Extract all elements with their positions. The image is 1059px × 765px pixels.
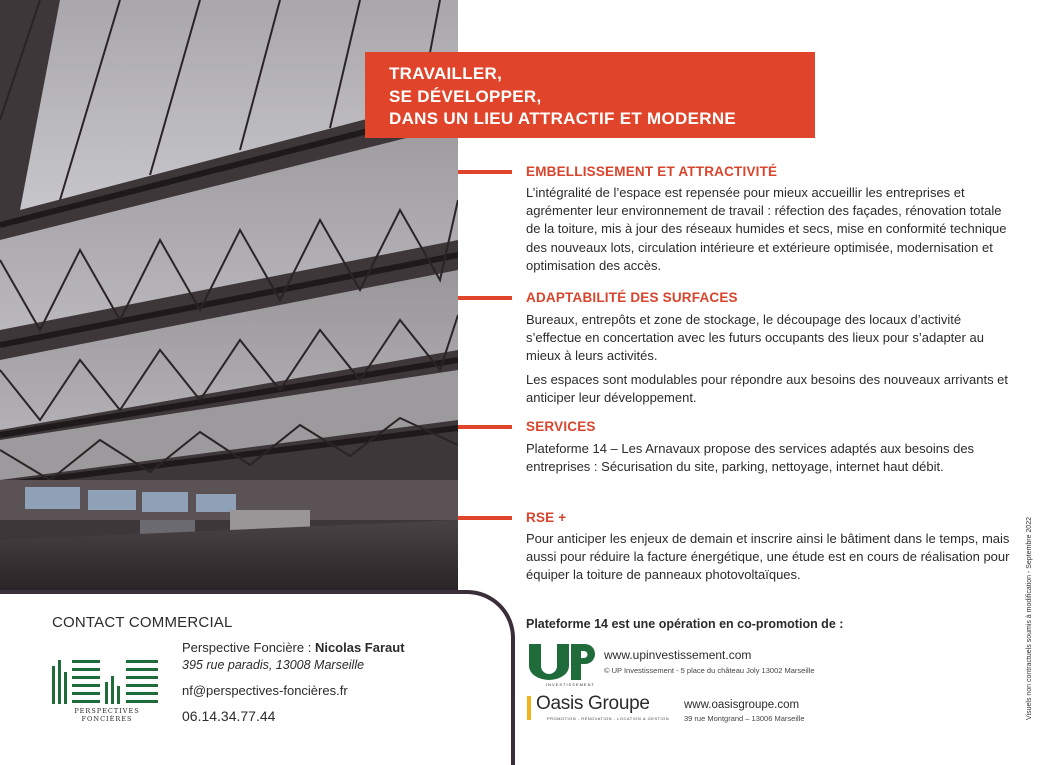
- oasis-logo-text: Oasis Groupe: [536, 693, 650, 714]
- up-website-link[interactable]: www.upinvestissement.com: [604, 648, 752, 662]
- contact-company-line: [182, 640, 405, 655]
- headline-line-1: TRAVAILLER,: [389, 64, 503, 83]
- oasis-address: 39 rue Montgrand – 13006 Marseille: [684, 714, 805, 723]
- paragraph: Les espaces sont modulables pour répondre aux besoins des nouveaux arrivants et anticiper leur développement.: [526, 371, 1009, 405]
- section-body-rse: [526, 530, 1016, 590]
- headline-line-2: SE DÉVELOPPER,: [389, 86, 542, 106]
- up-address: © UP Investissement - 5 place du château Joly 13002 Marseille: [604, 666, 815, 675]
- section-body-adaptabilite: [526, 311, 1016, 412]
- headline-line-3: DANS UN LIEU ATTRACTIF ET MODERNE: [389, 109, 737, 128]
- contact-person: Nicolas Faraut: [314, 640, 405, 655]
- contact-email-link[interactable]: nf@perspectives-foncières.fr: [182, 683, 348, 698]
- headline-box: [365, 52, 815, 138]
- contact-title: CONTACT COMMERCIAL: [52, 614, 233, 631]
- oasis-logo-caption: PROMOTION - RÉNOVATION - LOCATION & GESTION: [547, 716, 670, 721]
- contact-phone[interactable]: 06.14.34.77.44: [182, 708, 276, 724]
- paragraph: Pour anticiper les enjeux de demain et inscrire ainsi le bâtiment dans le temps, mais aussi pour réduire la facture énergétique, une étude est en cours de réalisation pour équiper la toiture de panneaux photovoltaïques.: [526, 531, 1010, 583]
- section-divider-3: [458, 425, 512, 429]
- section-divider-2: [458, 296, 512, 300]
- paragraph: L’intégralité de l’espace est repensée pour mieux accueillir les entreprises et agrémenter leur environnement de travail : réfection des façades, rénovation totale de la toiture, mis à jour des réseaux humides et secs, mise en conformité technique des nouveaux lots, circulation intérieure et extérieure optimisée, modernisation et optimisation des accès.: [526, 185, 1007, 273]
- section-heading-services: SERVICES: [526, 419, 596, 434]
- section-heading-embellissement: EMBELLISSEMENT ET ATTRACTIVITÉ: [526, 164, 778, 179]
- contact-address: 395 rue paradis, 13008 Marseille: [182, 658, 365, 672]
- oasis-logo-mark: [527, 696, 531, 720]
- section-body-services: [526, 440, 1016, 481]
- section-divider-4: [458, 516, 512, 520]
- section-heading-rse: RSE +: [526, 510, 567, 525]
- paragraph: Bureaux, entrepôts et zone de stockage, le découpage des locaux d’activité s’effectue en concertation avec les futurs occupants des lieux pour s’adapter au mieux à leurs activités.: [526, 312, 984, 364]
- up-logo-caption: INVESTISSEMENT: [546, 682, 595, 687]
- oasis-website-link[interactable]: www.oasisgroupe.com: [684, 699, 800, 711]
- section-heading-adaptabilite: ADAPTABILITÉ DES SURFACES: [526, 290, 738, 305]
- paragraph: Plateforme 14 – Les Arnavaux propose des services adaptés aux besoins des entreprises : Sécurisation du site, parking, nettoyage, internet haut débit.: [526, 441, 975, 475]
- legal-note: Visuels non contractuels soumis à modification - Septembre 2022: [1026, 517, 1033, 720]
- logo-caption: PERSPECTIVES FONCIÈRES: [74, 707, 140, 723]
- contact-company: Perspective Foncière :: [182, 640, 315, 655]
- up-investissement-logo: [527, 642, 599, 682]
- section-body-embellissement: [526, 184, 1016, 280]
- copromotion-heading: Plateforme 14 est une opération en co-promotion de :: [526, 617, 844, 631]
- section-divider-1: [458, 170, 512, 174]
